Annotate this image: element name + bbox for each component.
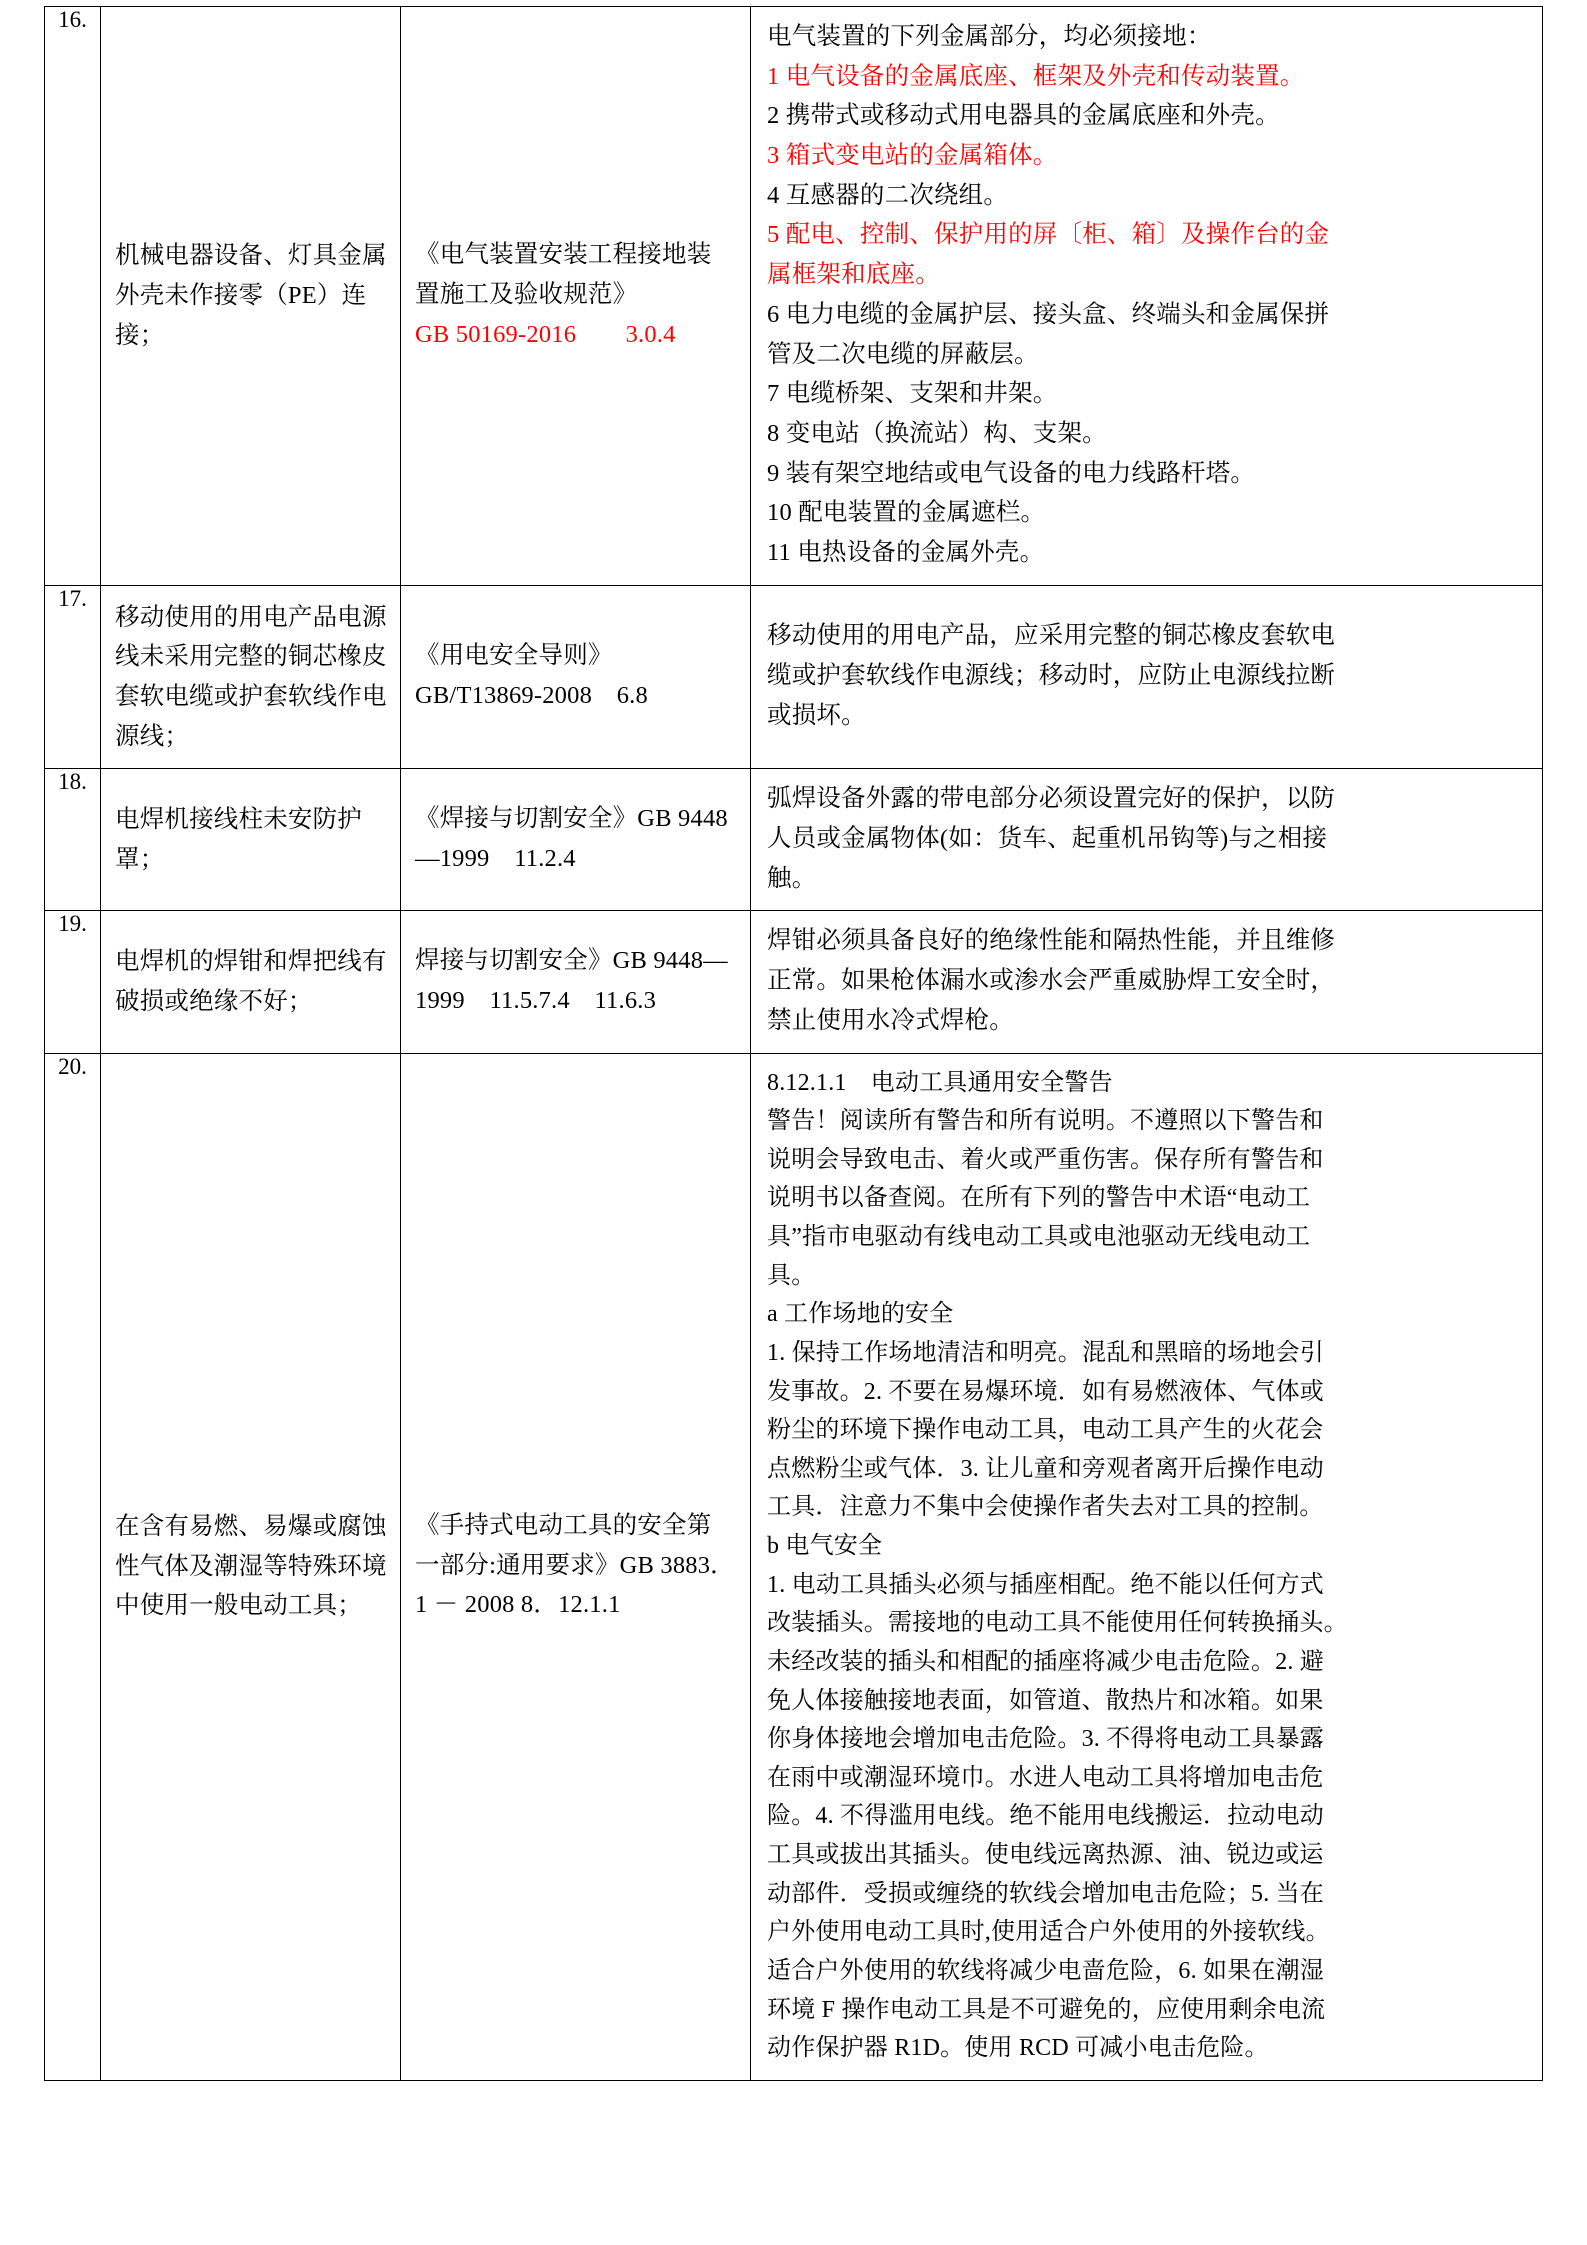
description-line: 环境 F 操作电动工具是不可避免的，应使用剩余电流: [767, 1996, 1326, 2023]
description-line: 警告！阅读所有警告和所有说明。不遵照以下警告和: [767, 1108, 1324, 1135]
description-line: 8.12.1.1 电动工具通用安全警告: [767, 1069, 1113, 1096]
row-description-cell: [751, 585, 1543, 769]
description-line: 9 装有架空地结或电气设备的电力线路杆塔。: [767, 459, 1256, 487]
reference-text: [401, 931, 750, 1032]
description-line: 电气装置的下列金属部分，均必须接地：: [767, 23, 1212, 50]
description-line: 禁止使用水冷式焊枪。: [767, 1006, 1014, 1034]
table-row: [45, 1053, 1543, 2080]
reference-line-standard-code: GB 50169-2016 3.0.4: [415, 320, 676, 348]
description-line: 户外使用电动工具时,使用适合户外使用的外接软线。: [767, 1919, 1330, 1946]
row-number-cell: [45, 911, 101, 1053]
reference-line: 一部分:通用要求》GB 3883．: [415, 1551, 735, 1579]
reference-line: 《用电安全导则》: [415, 642, 613, 670]
description-line: 在雨中或潮湿环境巾。水进人电动工具将增加电击危: [767, 1764, 1324, 1791]
description-line: 动部件．受损或缠绕的软线会增加电击危险；5. 当在: [767, 1880, 1324, 1907]
description-line: 改装插头。需接地的电动工具不能使用任何转换捅头。: [767, 1610, 1348, 1637]
description-line: 工具或拔出其插头。使电线远离热源、油、锐边或运: [767, 1842, 1324, 1868]
description-line: 弧焊设备外露的带电部分必须设置完好的保护，以防: [767, 785, 1336, 813]
description-line: 11 电热设备的金属外壳。: [767, 538, 1045, 566]
reference-text: [401, 789, 750, 890]
item-text: 机械电器设备、灯具金属外壳未作接零（PE）连接；: [115, 242, 387, 349]
row-item-cell: [101, 911, 401, 1053]
description-line: 7 电缆桥架、支架和井架。: [767, 380, 1058, 408]
description-line: 险。4. 不得滥用电线。绝不能用电线搬运．拉动电动: [767, 1803, 1324, 1830]
row-reference-cell: [401, 585, 751, 769]
row-description-cell: [751, 1053, 1543, 2080]
description-line: 管及二次电缆的屏蔽层。: [767, 340, 1039, 368]
inspection-table: [44, 6, 1543, 2081]
description-text: [751, 7, 1542, 585]
description-line: 移动使用的用电产品，应采用完整的铜芯橡皮套软电: [767, 622, 1336, 650]
description-line: 8 变电站（换流站）构、支架。: [767, 419, 1107, 447]
description-text: [751, 606, 1542, 747]
row-description-cell: [751, 769, 1543, 911]
row-number: 16.: [58, 7, 87, 32]
reference-line: 置施工及验收规范》: [415, 280, 638, 308]
description-line: 1. 电动工具插头必须与插座相配。绝不能以任何方式: [767, 1571, 1324, 1598]
description-line: 或损坏。: [767, 701, 866, 729]
reference-line: 焊接与切割安全》GB 9448—: [415, 947, 728, 975]
reference-line-standard-code: 1999 11.5.7.4 11.6.3: [415, 986, 657, 1014]
reference-line-standard-code: —1999 11.2.4: [415, 844, 576, 872]
row-reference-cell: [401, 7, 751, 586]
description-text: [751, 911, 1542, 1052]
row-item-cell: [101, 1053, 401, 2080]
row-number: 17.: [58, 585, 87, 611]
description-line: 免人体接触接地表面，如管道、散热片和冰箱。如果: [767, 1687, 1324, 1714]
reference-text: [401, 225, 750, 366]
description-line: 说明会导致电击、着火或严重伤害。保存所有警告和: [767, 1146, 1324, 1173]
description-line: 工具．注意力不集中会使操作者失去对工具的控制。: [767, 1494, 1324, 1521]
row-number-cell: [45, 585, 101, 769]
item-text: 移动使用的用电产品电源线未采用完整的铜芯橡皮套软电缆或护套软线作电源线；: [115, 603, 387, 750]
description-line: 触。: [767, 864, 817, 892]
row-number: 20.: [58, 1053, 87, 1079]
reference-line: 《电气装置安装工程接地装: [415, 241, 712, 269]
item-text: 电焊机的焊钳和焊把线有破损或绝缘不好；: [115, 948, 387, 1015]
reference-line: 《手持式电动工具的安全第: [415, 1512, 712, 1540]
description-line: 1 电气设备的金属底座、框架及外壳和传动装置。: [767, 62, 1305, 90]
row-number-cell: [45, 769, 101, 911]
description-line: 焊钳必须具备良好的绝缘性能和隔热性能，并且维修: [767, 927, 1336, 955]
item-text: 电焊机接线柱未安防护罩；: [115, 806, 362, 873]
description-line: 点燃粉尘或气体．3. 让儿童和旁观者离开后操作电动: [767, 1455, 1324, 1482]
table-row: [45, 911, 1543, 1053]
description-line: 具”指市电驱动有线电动工具或电池驱动无线电动工: [767, 1224, 1311, 1250]
table-row: [45, 769, 1543, 911]
description-text: [751, 769, 1542, 910]
row-description-cell: [751, 911, 1543, 1053]
description-line: 5 配电、控制、保护用的屏〔柜、箱〕及操作台的金: [767, 221, 1330, 249]
description-line: 具。: [767, 1262, 816, 1289]
row-number: 19.: [58, 911, 87, 937]
row-reference-cell: [401, 769, 751, 911]
reference-line: 《焊接与切割安全》GB 9448: [415, 805, 728, 833]
row-number-cell: [45, 7, 101, 586]
row-item-cell: [101, 585, 401, 769]
row-reference-cell: [401, 911, 751, 1053]
description-line: 发事故。2. 不要在易爆环境．如有易燃液体、气体或: [767, 1378, 1324, 1405]
description-line: a 工作场地的安全: [767, 1301, 954, 1328]
description-line: 你身体接地会增加电击危险。3. 不得将电动工具暴露: [767, 1726, 1324, 1753]
reference-line-standard-code: GB/T13869-2008 6.8: [415, 682, 648, 709]
description-line: 4 互感器的二次绕组。: [767, 181, 1009, 209]
row-reference-cell: [401, 1053, 751, 2080]
description-text: [751, 1054, 1542, 2080]
description-line: 粉尘的环境下操作电动工具，电动工具产生的火花会: [767, 1417, 1324, 1444]
table-row: [45, 585, 1543, 769]
description-line: 动作保护器 R1D。使用 RCD 可减小电击危险。: [767, 2035, 1269, 2062]
description-line: 说明书以备查阅。在所有下列的警告中术语“电动工: [767, 1185, 1311, 1212]
description-line: 6 电力电缆的金属护层、接头盒、终端头和金属保拼: [767, 300, 1330, 328]
description-line: 10 配电装置的金属遮栏。: [767, 499, 1046, 527]
description-line: 2 携带式或移动式用电器具的金属底座和外壳。: [767, 102, 1280, 130]
row-item-cell: [101, 7, 401, 586]
description-line: b 电气安全: [767, 1533, 883, 1559]
reference-text: [401, 1496, 750, 1637]
row-number-cell: [45, 1053, 101, 2080]
description-line: 1. 保持工作场地清洁和明亮。混乱和黑暗的场地会引: [767, 1339, 1324, 1366]
description-line: 3 箱式变电站的金属箱体。: [767, 142, 1058, 170]
description-line: 适合户外使用的软线将减少电啬危险，6. 如果在潮湿: [767, 1957, 1324, 1984]
description-line: 属框架和底座。: [767, 261, 940, 289]
reference-text: [401, 626, 750, 727]
table-row: [45, 7, 1543, 586]
item-text: 在含有易燃、易爆或腐蚀性气体及潮湿等特殊环境中使用一般电动工具；: [115, 1513, 387, 1620]
description-line: 未经改装的插头和相配的插座将减少电击危险。2. 避: [767, 1648, 1324, 1675]
row-description-cell: [751, 7, 1543, 586]
description-line: 缆或护套软线作电源线；移动时，应防止电源线拉断: [767, 662, 1336, 690]
reference-line-standard-code: 1 － 2008 8．12.1.1: [415, 1591, 621, 1619]
row-number: 18.: [58, 769, 87, 795]
description-line: 正常。如果枪体漏水或渗水会严重威胁焊工安全时，: [767, 967, 1336, 995]
row-item-cell: [101, 769, 401, 911]
description-line: 人员或金属物体(如：货车、起重机吊钩等)与之相接: [767, 825, 1328, 853]
